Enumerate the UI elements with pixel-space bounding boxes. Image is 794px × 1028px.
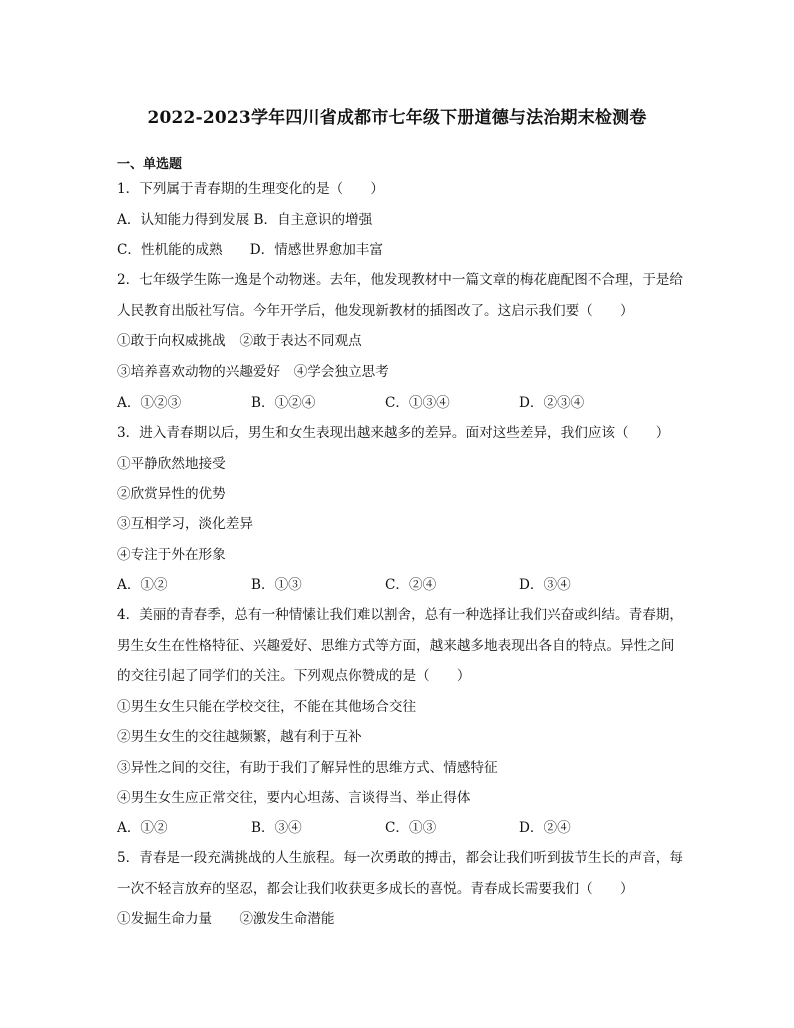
question-4-option-a: A．①② bbox=[117, 820, 168, 836]
page-title: 2022-2023学年四川省成都市七年级下册道德与法治期末检测卷 bbox=[147, 108, 647, 128]
question-3-item-1: ①平静欣然地接受 bbox=[117, 456, 226, 472]
question-4-option-b: B．③④ bbox=[251, 820, 302, 836]
question-2-items-line-2: ③培养喜欢动物的兴趣爱好 ④学会独立思考 bbox=[117, 364, 389, 380]
question-3-item-4: ④专注于外在形象 bbox=[117, 547, 226, 563]
question-4-stem-line-3: 的交往引起了同学们的关注。下列观点你赞成的是（ ） bbox=[117, 668, 471, 684]
question-2-option-a: A．①②③ bbox=[117, 395, 182, 411]
question-4-item-3: ③异性之间的交往，有助于我们了解异性的思维方式、情感特征 bbox=[117, 760, 498, 776]
question-4-item-4: ④男生女生应正常交往，要内心坦荡、言谈得当、举止得体 bbox=[117, 790, 471, 806]
question-2-option-c: C．①③④ bbox=[385, 395, 450, 411]
question-1-options-ab: A．认知能力得到发展 B．自主意识的增强 bbox=[117, 212, 373, 228]
question-3-option-d: D．③④ bbox=[519, 577, 571, 593]
question-1-options-cd: C．性机能的成熟 D．情感世界愈加丰富 bbox=[117, 242, 383, 258]
question-2-stem-line-1: 2．七年级学生陈一逸是个动物迷。去年，他发现教材中一篇文章的梅花鹿配图不合理，于是给 bbox=[117, 272, 683, 288]
question-2-option-b: B．①②④ bbox=[251, 395, 316, 411]
question-3-stem: 3．进入青春期以后，男生和女生表现出越来越多的差异。面对这些差异，我们应该（ ） bbox=[117, 425, 670, 441]
question-3-option-b: B．①③ bbox=[251, 577, 302, 593]
question-2-items-line-1: ①敢于向权威挑战 ②敢于表达不同观点 bbox=[117, 333, 362, 349]
question-4-stem-line-2: 男生女生在性格特征、兴趣爱好、思维方式等方面，越来越多地表现出各自的特点。异性之间 bbox=[117, 638, 675, 654]
question-3-option-c: C．②④ bbox=[385, 577, 437, 593]
question-5-stem-line-2: 一次不轻言放弃的坚忍，都会让我们收获更多成长的喜悦。青春成长需要我们（ ） bbox=[117, 881, 634, 897]
question-4-item-2: ②男生女生的交往越频繁，越有利于互补 bbox=[117, 729, 362, 745]
question-5-items-line-1: ①发掘生命力量 ②激发生命潜能 bbox=[117, 911, 335, 927]
section-heading: 一、单选题 bbox=[117, 157, 183, 172]
question-4-item-1: ①男生女生只能在学校交往，不能在其他场合交往 bbox=[117, 699, 417, 715]
question-3-option-a: A．①② bbox=[117, 577, 168, 593]
question-4-stem-line-1: 4．美丽的青春季，总有一种情愫让我们难以割舍，总有一种选择让我们兴奋或纠结。青春期， bbox=[117, 607, 683, 623]
question-4-option-d: D．②④ bbox=[519, 820, 571, 836]
question-2-stem-line-2: 人民教育出版社写信。今年开学后，他发现新教材的插图改了。这启示我们要（ ） bbox=[117, 303, 634, 319]
question-5-stem-line-1: 5．青春是一段充满挑战的人生旅程。每一次勇敢的搏击，都会让我们听到拔节生长的声音，每 bbox=[117, 850, 683, 866]
question-4-option-c: C．①③ bbox=[385, 820, 437, 836]
question-1-stem: 1．下列属于青春期的生理变化的是（ ） bbox=[117, 181, 384, 197]
question-3-item-3: ③互相学习，淡化差异 bbox=[117, 516, 253, 532]
question-3-item-2: ②欣赏异性的优势 bbox=[117, 486, 226, 502]
question-2-option-d: D．②③④ bbox=[519, 395, 585, 411]
